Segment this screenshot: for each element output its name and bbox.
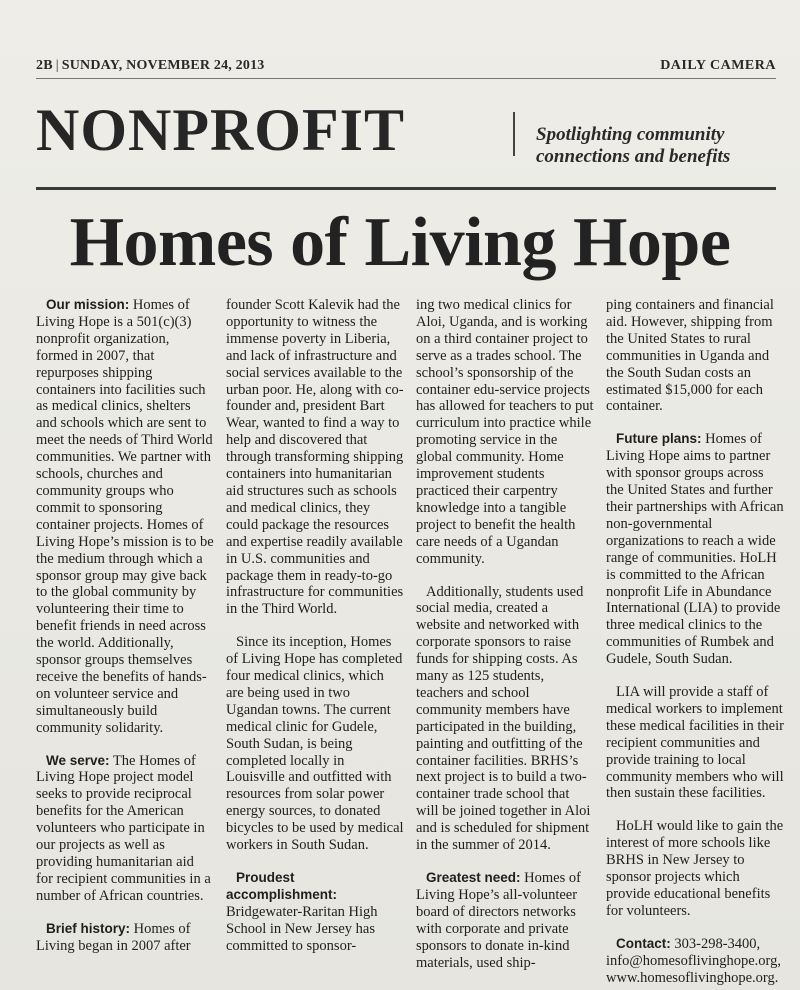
history-continued [226, 297, 404, 618]
need-text-part1: Homes of Living Hope’s all-volunteer board of directors networks with corporate and private sponsors to donate in-kind materials, used ship- [416, 870, 581, 971]
section-rule [36, 187, 776, 190]
mission-text: Homes of Living Hope is a 501(c)(3) nonprofit organization, formed in 2007, that repurposes shipping containers into facilities such as medical clinics, shelters and schools which are sent to meet the needs of Third World communities. We partner with schools, churches and community groups who commit to sponsoring container projects. Homes of Living Hope’s mission is to be the medium through which a sponsor group may give back to the global community by volunteering their time to benefit friends in need across the world. Additionally, sponsor groups themselves receive the benefits of hands-on volunteer service and simultaneously build community solidarity. [36, 297, 214, 736]
article-column-4 [606, 297, 784, 986]
newspaper-name: DAILY CAMERA [660, 58, 776, 73]
issue-date: SUNDAY, NOVEMBER 24, 2013 [61, 58, 265, 73]
section-divider [513, 112, 515, 156]
need-lead: Greatest need: [426, 870, 521, 885]
inception-paragraph: Since its inception, Homes of Living Hope has completed four medical clinics, which are being used in two Ugandan towns. The current medical clinic for Gudele, South Sudan, is being completed locally in Louisville and outfitted with resources from solar power energy sources, to donated bicycles to be used by medical workers in South Sudan. [226, 634, 404, 854]
serve-lead: We serve: [46, 752, 110, 768]
serve-paragraph [36, 753, 214, 905]
need-continued [606, 297, 784, 415]
need-paragraph [416, 870, 594, 971]
contact-text: 303-298-3400, info@homesoflivinghope.org, www.homesoflivinghope.org. [606, 935, 781, 986]
proudest-text-part2: ing two medical clinics for Aloi, Uganda, and is working on a third container project to serve as a trades school. The school’s sponsorship of the container edu-service projects has allowed for teachers to put curriculum into practice while promoting service in the global community. Home improvement students practiced their carpentry knowledge into a tangible project to benefit the health care needs of a Ugandan community. [416, 297, 594, 567]
future-lead: Future plans: [616, 431, 702, 447]
section-tagline: Spotlighting community connections and benefits [536, 124, 731, 167]
mission-paragraph [36, 297, 214, 737]
proudest-continued [416, 297, 594, 568]
history-lead: Brief history: [46, 920, 131, 936]
article-column-1 [36, 297, 214, 977]
folio-rule [36, 78, 776, 79]
page-number: 2B [36, 58, 53, 73]
serve-text: The Homes of Living Hope project model seeks to provide reciprocal benefits for the American volunteers who participate in our projects as well as providing humanitarian aid for recipient communities in a number of African countries. [36, 752, 211, 904]
section-title: NONPROFIT [36, 97, 405, 163]
article-column-3 [416, 297, 594, 977]
future-text: Homes of Living Hope aims to partner with sponsor groups across the United States and further their partnerships with African non-governmental organizations to reach a wide range of communities. HoLH is committed to the African nonprofit Life in Abundance International (LIA) to provide three medical clinics to the communities of Rumbek and Gudele, South Sudan. [606, 431, 784, 668]
history-text-part2: founder Scott Kalevik had the opportunity to witness the immense poverty in Liberia, and lack of infrastructure and social services available to the urban poor. He, along with co-founder and, president Bart Wear, wanted to find a way to help and discovered that through transforming shipping containers into humanitarian aid structures such as schools and medical clinics, they could package the resources and expertise readily available in U.S. communities and package them in ready-to-go infrastructure for communities in the Third World. [226, 297, 404, 618]
schools-paragraph: HoLH would like to gain the interest of more schools like BRHS in New Jersey to sponsor projects which provide educational benefits for volunteers. [606, 818, 784, 919]
need-text-part2: ping containers and financial aid. However, shipping from the United States to rural communities in Uganda and the South Sudan costs an estimated $15,000 for each container. [606, 297, 774, 415]
article-column-2 [226, 297, 404, 977]
proudest-lead: Proudest accomplishment: [226, 870, 338, 902]
article-body [36, 297, 784, 986]
proudest-text-part1: Bridgewater-Raritan High School in New Jersey has committed to sponsor- [226, 903, 378, 954]
mission-lead: Our mission: [46, 297, 130, 312]
future-paragraph [606, 431, 784, 668]
students-paragraph: Additionally, students used social media, created a website and networked with corporate sponsors to raise funds for shipping costs. As many as 125 students, teachers and school community members have participated in the building, painting and outfitting of the container facilities. BRHS’s next project is to build a two-container trade school that will be joined together in Aloi and is scheduled for shipment in the summer of 2014. [416, 583, 591, 854]
article-headline: Homes of Living Hope [69, 204, 731, 281]
contact-paragraph [606, 936, 784, 987]
proudest-paragraph [226, 870, 404, 955]
contact-lead: Contact: [616, 935, 671, 951]
history-paragraph [36, 921, 214, 955]
folio-line: 2B | SUNDAY, NOVEMBER 24, 2013 DAILY CAMERA [36, 58, 776, 73]
history-text-part1: Homes of Living began in 2007 after [36, 920, 191, 954]
lia-paragraph: LIA will provide a staff of medical workers to implement these medical facilities in their recipient communities and provide training to local community members who will then sustain these facilities. [606, 684, 784, 802]
